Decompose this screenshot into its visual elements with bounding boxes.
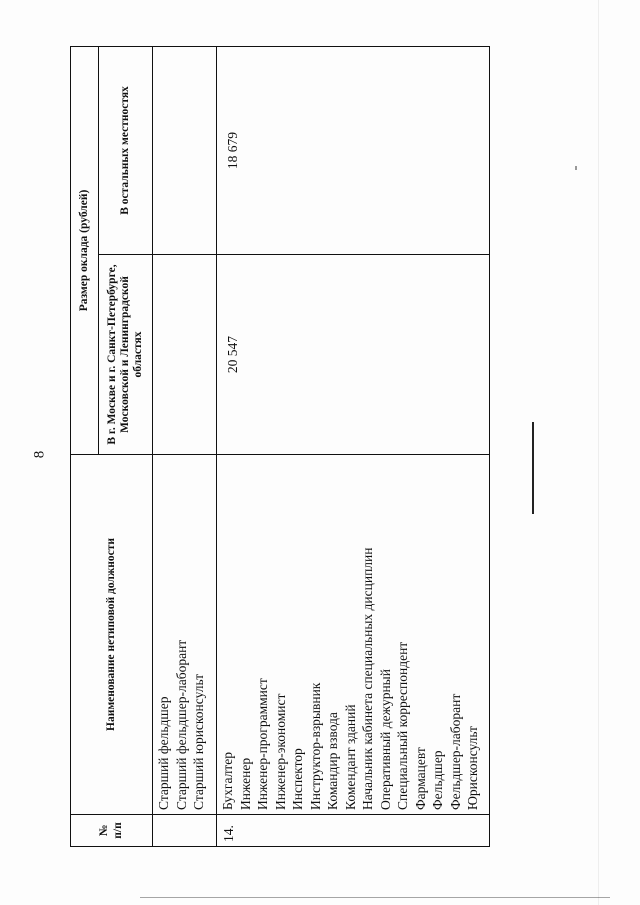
row-number bbox=[153, 815, 217, 847]
position-item: Инженер bbox=[237, 757, 253, 810]
position-item: Инструктор-взрывник bbox=[307, 682, 323, 810]
position-item: Комендант зданий bbox=[342, 704, 358, 810]
position-item: Инженер-экономист bbox=[272, 693, 288, 810]
position-item: Старший юрисконсульт bbox=[191, 673, 207, 810]
salary-table bbox=[70, 46, 490, 847]
position-list bbox=[217, 455, 490, 815]
header-position: Наименование нетиповой должности bbox=[71, 455, 153, 815]
position-item: Бухгалтер bbox=[220, 752, 236, 810]
position-item: Оперативный дежурный bbox=[377, 669, 393, 810]
position-item: Фармацевт bbox=[412, 747, 428, 810]
position-item: Командир взвода bbox=[325, 712, 341, 810]
scan-edge bbox=[598, 0, 599, 905]
table-row bbox=[217, 46, 490, 846]
position-list bbox=[153, 455, 217, 815]
vertical-rule bbox=[532, 422, 534, 514]
salary-other: 18 679 bbox=[217, 46, 490, 254]
table-header-row bbox=[71, 46, 99, 846]
salary-other bbox=[153, 46, 217, 254]
position-item: Фельдшер bbox=[430, 750, 446, 810]
header-moscow: В г. Москве и г. Санкт-Петербурге, Московской и Ленинградской областях bbox=[99, 255, 153, 455]
position-item: Инспектор bbox=[290, 748, 306, 810]
header-no: № п/п bbox=[71, 815, 153, 847]
table-row bbox=[153, 46, 217, 846]
position-item: Специальный корреспондент bbox=[395, 641, 411, 810]
position-item: Старший фельдшер bbox=[156, 696, 172, 810]
page-number: 8 bbox=[31, 450, 48, 459]
salary-moscow: 20 547 bbox=[217, 255, 490, 455]
scan-artifact bbox=[575, 166, 577, 170]
position-item: Старший фельдшер-лаборант bbox=[173, 639, 189, 810]
salary-moscow bbox=[153, 255, 217, 455]
rotated-table-container bbox=[70, 47, 490, 847]
scan-bottom-edge bbox=[140, 897, 610, 898]
header-salary-group: Размер оклада (рублей) bbox=[71, 46, 99, 454]
header-other: В остальных местностях bbox=[99, 46, 153, 254]
position-item: Начальник кабинета специальных дисциплин bbox=[360, 547, 376, 810]
row-number: 14. bbox=[217, 815, 490, 847]
position-item: Фельдшер-лаборант bbox=[447, 693, 463, 810]
position-item: Инженер-программист bbox=[255, 678, 271, 810]
position-item: Юрисконсульт bbox=[465, 726, 481, 810]
